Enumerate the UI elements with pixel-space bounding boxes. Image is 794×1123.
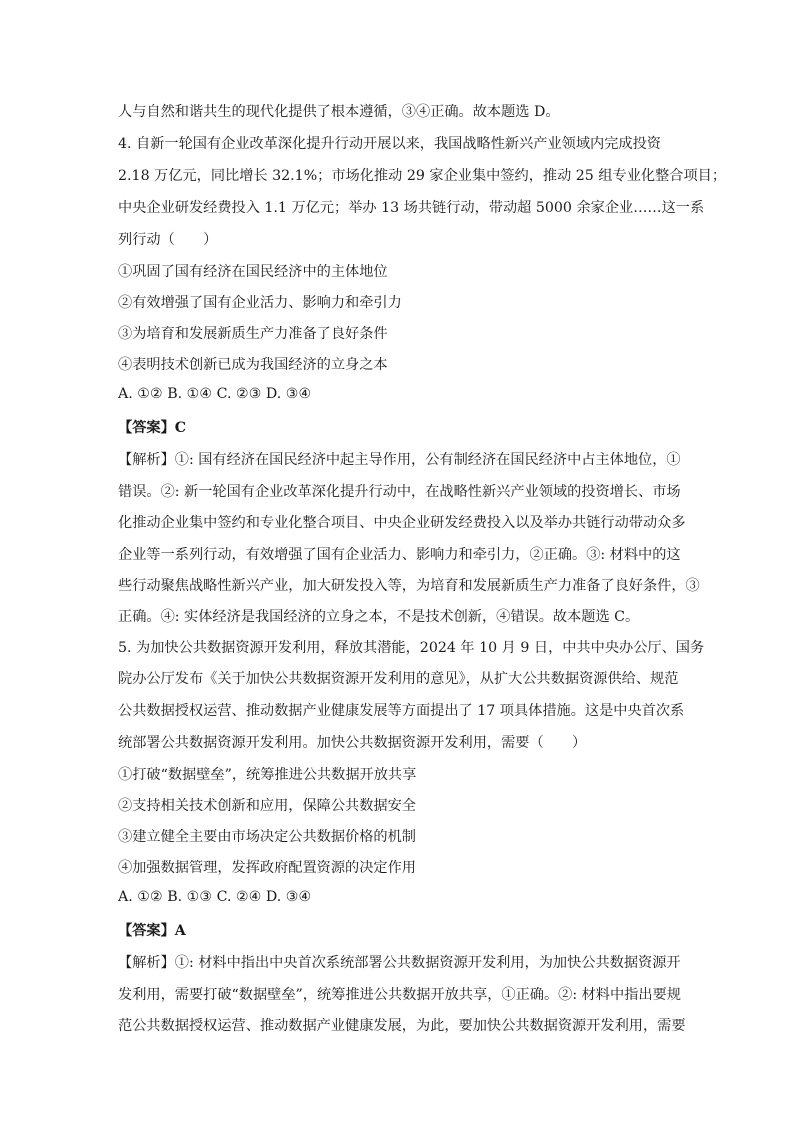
- analysis-text: 发利用，需要打破“数据壁垒”，统筹推进公共数据开放共享，①正确。②: 材料中指出要规: [118, 987, 681, 1003]
- text-line: 列行动（ ）: [118, 232, 218, 248]
- analysis-text: 些行动聚焦战略性新兴产业，加大研发投入等，为培育和发展新质生产力准备了良好条件，③: [118, 578, 700, 594]
- option-statement: ①打破“数据壁垒”，统筹推进公共数据开放共享: [118, 767, 417, 783]
- option-statement: ④加强数据管理，发挥政府配置资源的决定作用: [118, 860, 416, 876]
- analysis-text: 化推动企业集中签约和专业化整合项目、中央企业研发经费投入以及举办共链行动带动众多: [118, 515, 686, 531]
- analysis-text: 企业等一系列行动，有效增强了国有企业活力、影响力和牵引力，②正确。③: 材料中的这: [118, 547, 681, 563]
- answer-label: 【答案】A: [118, 923, 186, 939]
- answer-choices: A. ①② B. ①④ C. ②③ D. ③④: [118, 386, 312, 402]
- answer-choices: A. ①② B. ①③ C. ②④ D. ③④: [118, 889, 312, 905]
- text-line: 2.18 万亿元，同比增长 32.1%；市场化推动 29 家企业集中签约，推动 25 组专业化整合项目；: [118, 168, 727, 184]
- text-line: 人与自然和谐共生的现代化提供了根本遵循，③④正确。故本题选 D。: [118, 104, 560, 120]
- answer-label: 【答案】C: [118, 420, 187, 436]
- analysis-text: 范公共数据授权运营、推动数据产业健康发展，为此，要加快公共数据资源开发利用，需要: [118, 1018, 686, 1034]
- analysis-text: 【解析】①: 材料中指出中央首次系统部署公共数据资源开发利用，为加快公共数据资源开: [118, 955, 681, 971]
- question-4-stem: 4. 自新一轮国有企业改革深化提升行动开展以来，我国战略性新兴产业领域内完成投资: [118, 136, 661, 152]
- option-statement: ③为培育和发展新质生产力准备了良好条件: [118, 326, 388, 342]
- text-line: 公共数据授权运营、推动数据产业健康发展等方面提出了 17 项具体措施。这是中央首次系: [118, 703, 685, 719]
- question-5-stem: 5. 为加快公共数据资源开发利用，释放其潜能，2024 年 10 月 9 日，中共中央办公厅、国务: [118, 640, 705, 656]
- analysis-text: 正确。④: 实体经济是我国经济的立身之本，不是技术创新，④错误。故本题选 C。: [118, 609, 640, 625]
- text-line: 院办公厅发布《关于加快公共数据资源开发利用的意见》，从扩大公共数据资源供给、规范: [118, 671, 679, 687]
- option-statement: ②支持相关技术创新和应用，保障公共数据安全: [118, 798, 416, 814]
- option-statement: ④表明技术创新已成为我国经济的立身之本: [118, 357, 388, 373]
- option-statement: ①巩固了国有经济在国民经济中的主体地位: [118, 264, 388, 280]
- text-line: 统部署公共数据资源开发利用。加快公共数据资源开发利用，需要（ ）: [118, 735, 587, 751]
- text-line: 中央企业研发经费投入 1.1 万亿元；举办 13 场共链行动，带动超 5000 余家企业……这一系: [118, 200, 705, 216]
- option-statement: ③建立健全主要由市场决定公共数据价格的机制: [118, 829, 416, 845]
- analysis-text: 错误。②: 新一轮国有企业改革深化提升行动中，在战略性新兴产业领域的投资增长、市场: [118, 484, 681, 500]
- analysis-text: 【解析】①: 国有经济在国民经济中起主导作用，公有制经济在国民经济中占主体地位，①: [118, 452, 681, 468]
- option-statement: ②有效增强了国有企业活力、影响力和牵引力: [118, 295, 402, 311]
